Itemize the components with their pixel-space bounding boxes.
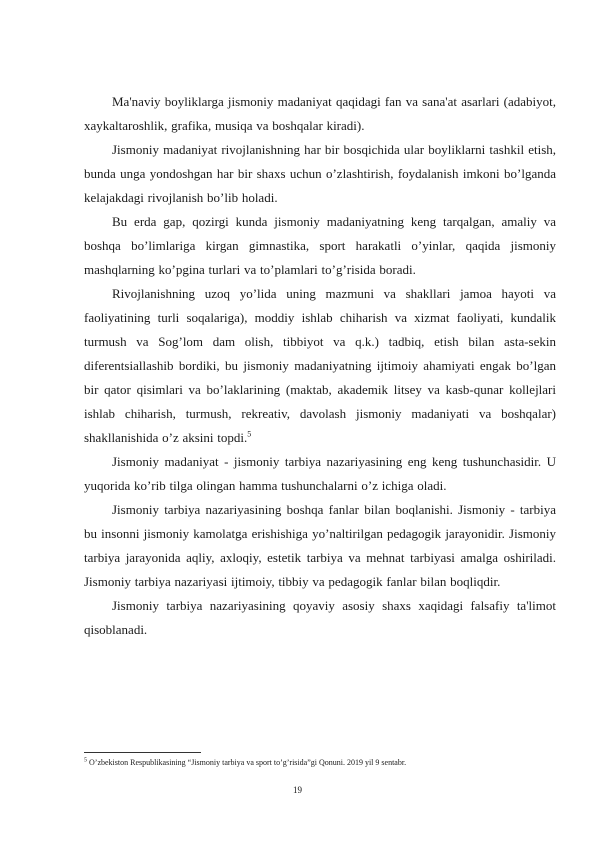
page-body <box>84 90 556 642</box>
paragraph-5: Jismoniy madaniyat - jismoniy tarbiya nazariyasining eng keng tushunchasidir. U yuqorida ko’rib tilga olingan hamma tushunchalarni o’z ichiga oladi. <box>84 454 556 493</box>
footnote-reference: 5 <box>247 429 252 439</box>
paragraph-1: Ma'naviy boyliklarga jismoniy madaniyat qaqidagi fan va sana'at asarlari (adabiyot, xaykaltaroshlik, grafika, musiqa va boshqalar kiradi). <box>84 94 556 133</box>
paragraph-4 <box>84 282 556 450</box>
paragraph-3: Bu erda gap, qozirgi kunda jismoniy madaniyatning keng tarqalgan, amaliy va boshqa bo’limlariga kirgan gimnastika, sport harakatli o’yinlar, qaqida jismoniy mashqlarning ko’pgina turlari va to’plamlari to’g’risida boradi. <box>84 214 556 277</box>
paragraph-4-text: Rivojlanishning uzoq yo’lida uning mazmuni va shakllari jamoa hayoti va faoliyatining turli soqalariga), moddiy ishlab chiharish va xizmat faoliyati, kundalik turmush va Sog’lom dam olish, tibbiyot va q.k.) tadbiq, etish bilan asta-sekin diferentsiallashib bordiki, bu jismoniy madaniyatning ijtimoiy ahamiyati engak bo’lgan bir qator qisimlari va bo’laklarining (maktab, akademik litsey va kasb-qunar kollejlari ishlab chiharish, turmush, rekreativ, davolash jismoniy madaniyati va boshqalar) shakllanishida o’z aksini topdi. <box>84 286 556 445</box>
paragraph-2: Jismoniy madaniyat rivojlanishning har bir bosqichida ular boyliklarni tashkil etish, bunda unga yondoshgan har bir shaxs uchun o’zlashtirish, foydalanish imkoni bo’lganda kelajakdagi rivojlanish bo’lib holadi. <box>84 142 556 205</box>
footnote-divider <box>84 752 201 753</box>
page-number: 19 <box>293 785 302 795</box>
footnote <box>84 758 556 768</box>
paragraph-7: Jismoniy tarbiya nazariyasining qoyaviy asosiy shaxs xaqidagi falsafiy ta'limot qisoblanadi. <box>84 598 556 637</box>
footnote-text: O’zbekiston Respublikasining “Jismoniy tarbiya va sport to’g’risida”gi Qonuni. 2019 yil 9 sentabr. <box>89 758 407 767</box>
paragraph-6: Jismoniy tarbiya nazariyasining boshqa fanlar bilan boqlanishi. Jismoniy - tarbiya bu insonni jismoniy kamolatga erishishiga yo’naltirilgan pedagogik jarayonidir. Jismoniy tarbiya jarayonida aqliy, axloqiy, estetik tarbiya va mehnat tarbiyasi amalga oshiriladi. Jismoniy tarbiya nazariyasi ijtimoiy, tibbiy va pedagogik fanlar bilan boqliqdir. <box>84 502 556 589</box>
footnote-number: 5 <box>84 757 87 764</box>
